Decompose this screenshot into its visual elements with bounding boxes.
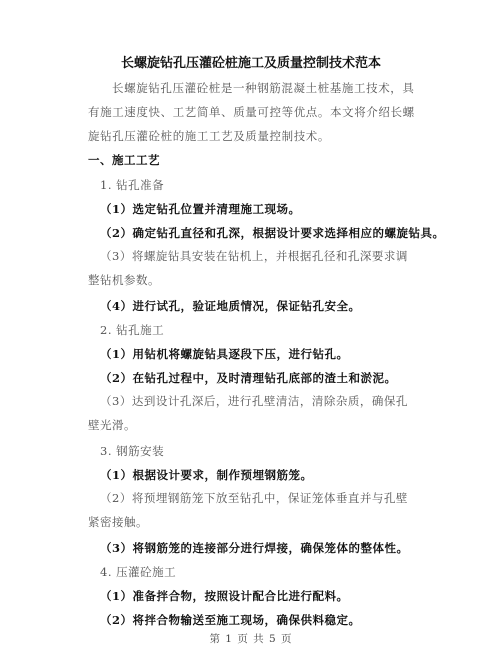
list-item: （1）选定钻孔位置并清理施工现场。 [100,202,301,216]
list-item: （3）达到设计孔深后，进行孔壁清洁，清除杂质，确保孔壁光滑。 [88,394,408,432]
list-item: （3）将螺旋钻具安装在钻机上，并根据孔径和孔深要求调整钻机参数。 [88,249,408,287]
list-item: （4）进行试孔，验证地质情况，保证钻孔安全。 [100,299,361,313]
subsection-heading: 2. 钻孔施工 [100,323,165,337]
list-item: （2）将拌合物输送至施工现场，确保供料稳定。 [100,613,361,627]
list-item: （1）用钻机将螺旋钻具逐段下压，进行钻孔。 [100,347,349,361]
subsection-heading: 3. 钢筋安装 [100,444,165,458]
list-item: （2）确定钻孔直径和孔深，根据设计要求选择相应的螺旋钻具。 [100,226,445,240]
subsection-heading: 1. 钻孔准备 [100,178,165,192]
list-item: （2）在钻孔过程中，及时清理钻孔底部的渣土和淤泥。 [100,371,397,385]
list-item: （3）将钢筋笼的连接部分进行焊接，确保笼体的整体性。 [100,541,409,555]
intro-paragraph: 长螺旋钻孔压灌砼桩是一种钢筋混凝土桩基施工技术，具有施工速度快、工艺简单、质量可控等优点。本文将介绍长螺旋钻孔压灌砼桩的施工工艺及质量控制技术。 [88,81,415,143]
subsection-heading: 4. 压灌砼施工 [100,565,177,579]
document-title: 长螺旋钻孔压灌砼桩施工及质量控制技术范本 [120,56,381,71]
page-number: 第 1 页 共 5 页 [209,633,293,645]
list-item: （1）准备拌合物，按照设计配合比进行配料。 [100,589,349,603]
list-item: （2）将预埋钢筋笼下放至钻孔中，保证笼体垂直并与孔壁紧密接触。 [88,491,408,529]
section-heading: 一、施工工艺 [88,153,160,167]
list-item: （1）根据设计要求，制作预埋钢筋笼。 [100,468,313,482]
